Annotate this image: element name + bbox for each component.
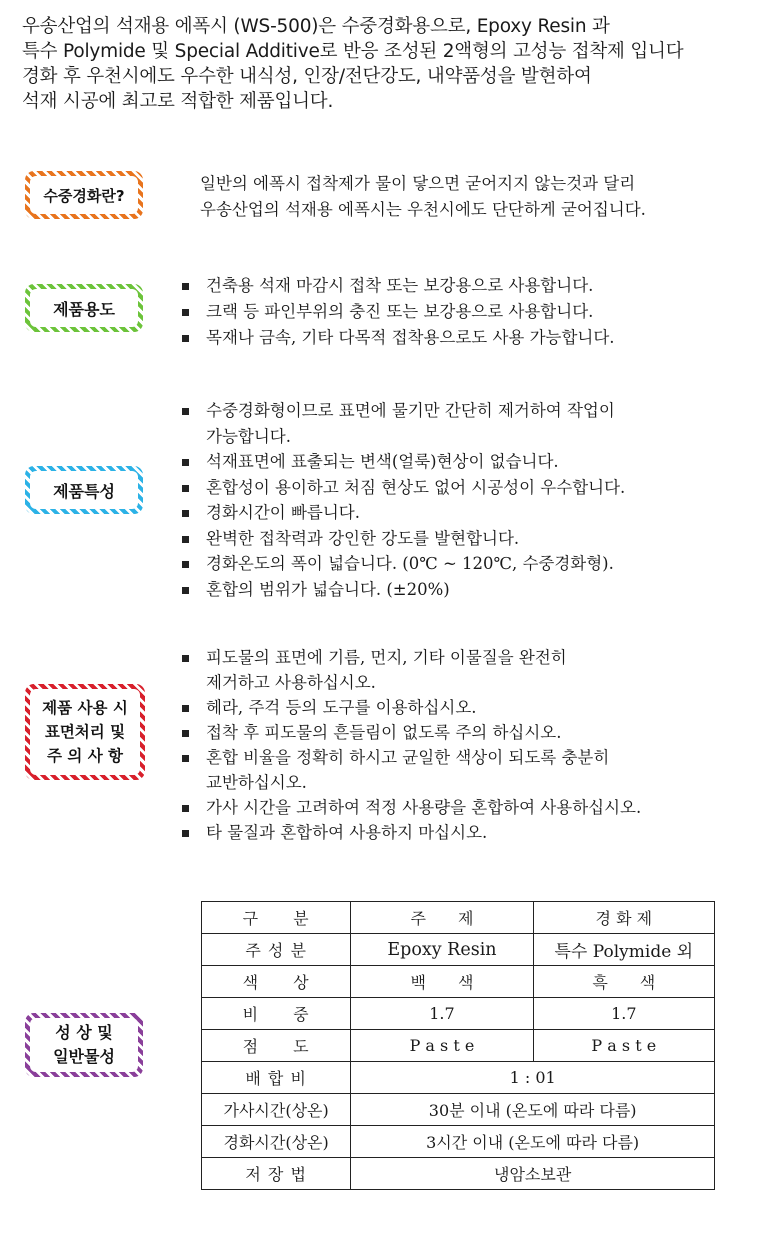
badge-features bbox=[25, 466, 143, 514]
table-row bbox=[202, 1030, 715, 1062]
badge-underwater-label: 수중경화란? bbox=[43, 186, 125, 205]
cautions-list bbox=[182, 645, 641, 845]
table-cell: 1.7 bbox=[533, 998, 714, 1030]
table-cell: 특수 Polymide 외 bbox=[533, 934, 714, 966]
features-list bbox=[182, 398, 625, 602]
table-header-row bbox=[202, 902, 715, 934]
table-row bbox=[202, 1126, 715, 1158]
table-cell: 1.7 bbox=[351, 998, 533, 1030]
underwater-description bbox=[200, 171, 646, 223]
table-header-cell: 경 화 제 bbox=[533, 902, 714, 934]
badge-underwater bbox=[25, 171, 143, 219]
table-header-cell: 주 제 bbox=[351, 902, 533, 934]
badge-cautions-line: 표면처리 및 bbox=[44, 723, 126, 741]
list-item bbox=[182, 398, 625, 449]
list-item bbox=[182, 645, 641, 695]
list-line: 수중경화형이므로 표면에 물기만 간단히 제거하여 작업이 bbox=[206, 401, 615, 420]
table-cell: Epoxy Resin bbox=[351, 934, 533, 966]
list-line: 혼합 비율을 정확히 하시고 균일한 색상이 되도록 충분히 bbox=[206, 748, 610, 767]
list-item: 타 물질과 혼합하여 사용하지 마십시오. bbox=[182, 820, 641, 845]
list-line: 피도물의 표면에 기름, 먼지, 기타 이물질을 완전히 bbox=[206, 648, 567, 667]
usage-list bbox=[182, 273, 615, 351]
list-item: 목재나 금속, 기타 다목적 접착용으로도 사용 가능합니다. bbox=[182, 325, 615, 351]
list-item: 석재표면에 표출되는 변색(얼룩)현상이 없습니다. bbox=[182, 449, 625, 475]
underwater-line: 우송산업의 석재용 에폭시는 우천시에도 단단하게 굳어집니다. bbox=[200, 200, 646, 219]
badge-properties-line: 성 상 및 bbox=[55, 1023, 113, 1042]
badge-cautions-line: 제품 사용 시 bbox=[42, 699, 128, 717]
badge-usage bbox=[25, 284, 143, 332]
badge-features-label: 제품특성 bbox=[53, 481, 115, 501]
table-cell: 30분 이내 (온도에 따라 다름) bbox=[351, 1094, 715, 1126]
intro-line: 특수 Polymide 및 Special Additive로 반응 조성된 2액형의 고성능 접착제 입니다 bbox=[22, 41, 684, 62]
list-item: 건축용 석재 마감시 접착 또는 보강용으로 사용합니다. bbox=[182, 273, 615, 299]
intro-line: 경화 후 우천시에도 우수한 내식성, 인장/전단강도, 내약품성을 발현하여 bbox=[22, 66, 592, 87]
properties-table bbox=[201, 901, 715, 1190]
list-item: 완벽한 접착력과 강인한 강도를 발현합니다. bbox=[182, 526, 625, 552]
table-cell: 냉암소보관 bbox=[351, 1158, 715, 1190]
list-item: 경화온도의 폭이 넓습니다. (0℃ ~ 120℃, 수중경화형). bbox=[182, 551, 625, 577]
badge-usage-label: 제품용도 bbox=[53, 299, 115, 319]
table-row bbox=[202, 934, 715, 966]
badge-properties-line: 일반물성 bbox=[53, 1047, 115, 1066]
intro-line: 석재 시공에 최고로 적합한 제품입니다. bbox=[22, 91, 334, 112]
table-row bbox=[202, 1062, 715, 1094]
table-header-cell: 구 분 bbox=[202, 902, 351, 934]
table-cell: 흑 색 bbox=[533, 966, 714, 998]
intro-paragraph bbox=[22, 14, 772, 114]
list-line: 제거하고 사용하십시오. bbox=[206, 673, 376, 692]
table-row bbox=[202, 998, 715, 1030]
table-cell: P a s t e bbox=[533, 1030, 714, 1062]
table-cell: 주 성 분 bbox=[202, 934, 351, 966]
list-item: 헤라, 주걱 등의 도구를 이용하십시오. bbox=[182, 695, 641, 720]
list-item bbox=[182, 745, 641, 795]
table-cell: 백 색 bbox=[351, 966, 533, 998]
list-item: 경화시간이 빠릅니다. bbox=[182, 500, 625, 526]
list-item: 혼합의 범위가 넓습니다. (±20%) bbox=[182, 577, 625, 603]
table-cell: 가사시간(상온) bbox=[202, 1094, 351, 1126]
table-cell: 점 도 bbox=[202, 1030, 351, 1062]
list-line: 교반하십시오. bbox=[206, 773, 307, 792]
table-cell: 경화시간(상온) bbox=[202, 1126, 351, 1158]
list-line: 가능합니다. bbox=[206, 426, 291, 446]
list-item: 혼합성이 용이하고 처짐 현상도 없어 시공성이 우수합니다. bbox=[182, 475, 625, 501]
list-item: 접착 후 피도물의 흔들림이 없도록 주의 하십시오. bbox=[182, 720, 641, 745]
list-item: 가사 시간을 고려하여 적정 사용량을 혼합하여 사용하십시오. bbox=[182, 795, 641, 820]
table-cell: 색 상 bbox=[202, 966, 351, 998]
underwater-line: 일반의 에폭시 접착제가 물이 닿으면 굳어지지 않는것과 달리 bbox=[200, 174, 636, 193]
table-cell: P a s t e bbox=[351, 1030, 533, 1062]
badge-cautions-line: 주 의 사 항 bbox=[46, 747, 124, 765]
table-cell: 1 : 01 bbox=[351, 1062, 715, 1094]
table-cell: 3시간 이내 (온도에 따라 다름) bbox=[351, 1126, 715, 1158]
table-row bbox=[202, 1094, 715, 1126]
intro-line: 우송산업의 석재용 에폭시 (WS-500)은 수중경화용으로, Epoxy Resin 과 bbox=[22, 16, 610, 37]
badge-properties bbox=[25, 1013, 143, 1077]
table-row bbox=[202, 966, 715, 998]
table-cell: 배 합 비 bbox=[202, 1062, 351, 1094]
table-cell: 저 장 법 bbox=[202, 1158, 351, 1190]
badge-cautions bbox=[25, 684, 145, 780]
table-cell: 비 중 bbox=[202, 998, 351, 1030]
table-row bbox=[202, 1158, 715, 1190]
list-item: 크랙 등 파인부위의 충진 또는 보강용으로 사용합니다. bbox=[182, 299, 615, 325]
